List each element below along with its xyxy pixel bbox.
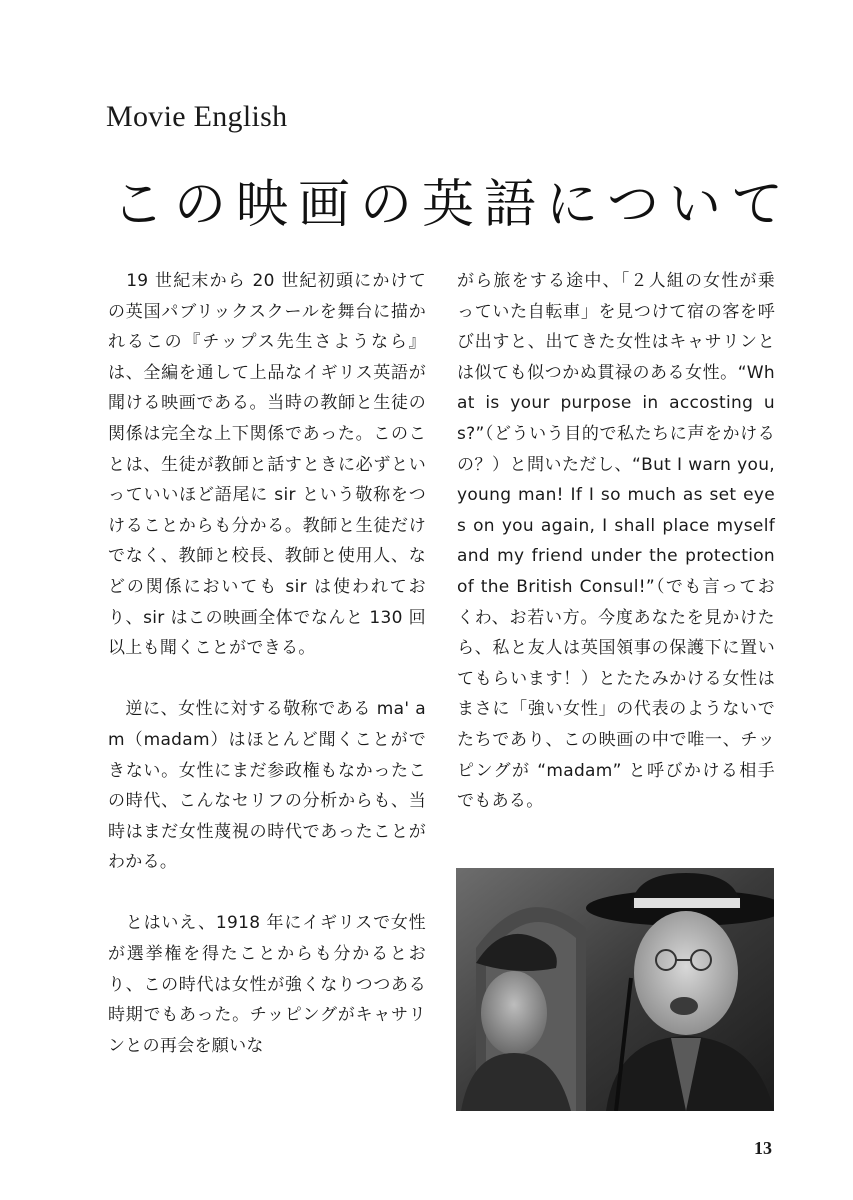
section-label: Movie English [106,100,288,133]
paragraph-madam-usage: 逆に、女性に対する敬称である ma' am（madam）はほとんど聞くことができない。女性にまだ参政権もなかったこの時代、こんなセリフの分析からも、当時はまだ女性蔑視の時代であったことがわかる。 [108,699,426,873]
page-number: 13 [754,1138,772,1158]
film-still-photo [456,868,774,1111]
right-column [457,266,775,817]
paragraph-sir-usage: 19 世紀末から 20 世紀初頭にかけての英国パブリックスクールを舞台に描かれるこの『チップス先生さようなら』は、全編を通して上品なイギリス英語が聞ける映画である。当時の教師と生徒の関係は完全な上下関係であった。このことは、生徒が教師と話すときに必ずといっていいほど語尾に sir という敬称をつけることからも分かる。教師と生徒だけでなく、教師と校長、教師と使用人、などの関係においても sir は使われており、sir はこの映画全体でなんと 130 回以上も聞くことができる。 [108,271,426,659]
left-column [108,266,426,1061]
paragraph-strong-woman: がら旅をする途中、「２人組の女性が乗っていた自転車」を見つけて宿の客を呼び出すと、出てきた女性はキャサリンとは似ても似つかぬ貫禄のある女性。“What is your purpose in accosting us?”（どういう目的で私たちに声をかけるの？）と問いただし、“But I warn you, young man! If I so much as set eyes on you again, I shall place myself and my friend under the protection of the British Consul!”（でも言っておくわ、お若い方。今度あなたを見かけたら、私と友人は英国領事の保護下に置いてもらいます！）とたたみかける女性はまさに「強い女性」の代表のようないでたちであり、この映画の中で唯一、チッピングが “madam” と呼びかける相手でもある。 [457,271,775,812]
page-title: この映画の英語について [112,175,793,235]
paragraph-women-era: とはいえ、1918 年にイギリスで女性が選挙権を得たことからも分かるとおり、この時代は女性が強くなりつつある時期でもあった。チッピングがキャサリンとの再会を願いな [108,913,426,1056]
